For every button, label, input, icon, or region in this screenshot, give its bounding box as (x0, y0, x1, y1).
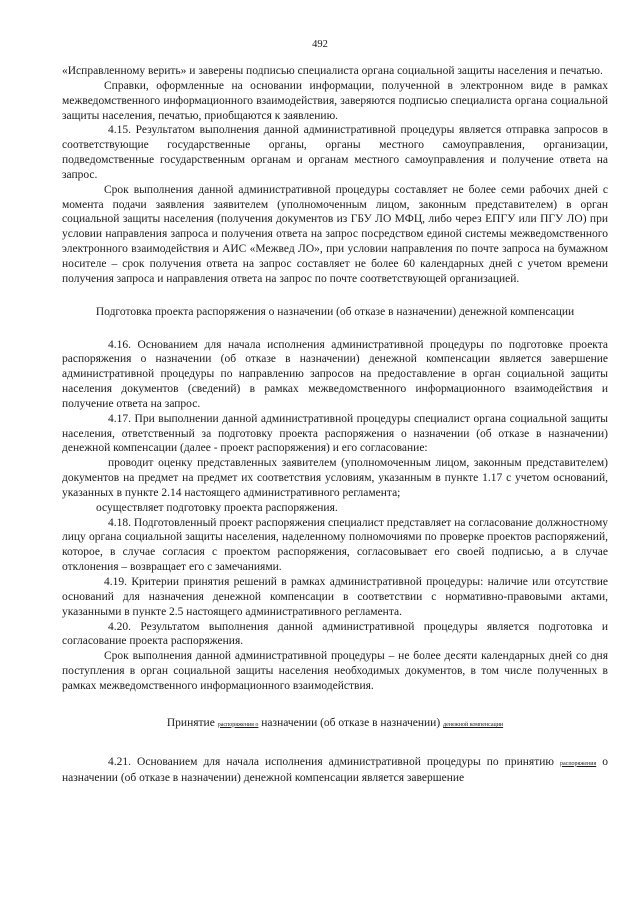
section-heading-preparation: Подготовка проекта распоряжения о назначении (об отказе в назначении) денежной компенсации (95, 305, 575, 318)
paragraph-4-18: 4.18. Подготовленный проект распоряжения специалист представляет на согласование должностному лицу органа социальной защиты населения, наделенному полномочиями по проверке проектов распоряжений, которое, в случае согласия с проектом распоряжения, согласовывает его своей подписью, а в случае отклонения – возвращает его с замечаниями. (62, 516, 608, 574)
heading-text-2: назначении (об отказе в назначении) (258, 716, 444, 729)
paragraph-assessment: проводит оценку представленных заявителем (уполномоченным лицом, законным представителем) документов на предмет на предмет их соответствия условиям, указанным в пункте 1.17 с учетом оснований, указанных в пункте 2.14 настоящего административного регламента; (62, 457, 608, 499)
paragraph-4-21-text-1: 4.21. Основанием для начала исполнения административной процедуры по принятию (108, 755, 560, 768)
paragraph-deadline-2: Срок выполнения данной административной процедуры – не более десяти календарных дней со дня поступления в орган социальной защиты населения необходимых документов, в том числе полученных в рамках межведомственного информационного взаимодействия. (62, 650, 608, 692)
paragraph-2: Справки, оформленные на основании информации, полученной в электронном виде в рамках межведомственного информационного взаимодействия, заверяются подписью специалиста органа социальной защиты населения, печатью, приобщаются к заявлению. (62, 79, 608, 122)
paragraph-4-16: 4.16. Основанием для начала исполнения административной процедуры по подготовке проекта распоряжения о назначении (об отказе в назначении) денежной компенсации является завершение административной процедуры по направлению запросов на предоставление в орган социальной защиты населения документов (сведений) в рамках межведомственного информационного взаимодействия и получение ответа на запрос. (62, 338, 608, 410)
section-heading-adoption (62, 716, 608, 733)
heading-text-1: Принятие (166, 716, 218, 729)
heading-small-text-1: распоряжения о (217, 721, 259, 728)
document-body (62, 64, 608, 786)
paragraph-4-19: 4.19. Критерии принятия решений в рамках административной процедуры: наличие или отсутствие оснований для назначения денежной компенсации в соответствии с нормативно-правовыми актами, указанными в пункте 2.5 настоящего административного регламента. (62, 576, 608, 618)
heading-small-text-2: денежной компенсации (443, 721, 504, 728)
paragraph-4-20: 4.20. Результатом выполнения данной административной процедуры является подготовка и согласование проекта распоряжения. (62, 620, 608, 648)
paragraph-1: «Исправленному верить» и заверены подписью специалиста органа социальной защиты населения и печатью. (62, 65, 603, 77)
paragraph-deadline-1: Срок выполнения данной административной процедуры составляет не более семи рабочих дней с момента подачи заявления заявителем (уполномоченным лицом, законным представителем) в орган социальной защиты населения (получения документов из ГБУ ЛО МФЦ, либо через ЕПГУ или ПГУ ЛО) при условии направления запроса и получения ответа на запрос посредством единой системы межведомственного электронного взаимодействия и АИС «Межвед ЛО», при условии направления по почте запроса на бумажном носителе – срок получения ответа на запрос составляет не более 60 календарных дней с учетом времени получения запроса и направления ответа на запрос по почте соответствующей организацией. (62, 183, 608, 285)
paragraph-4-21-text-2: о назначении (об отказе в назначении) денежной компенсации является завершение (62, 755, 608, 785)
paragraph-4-15: 4.15. Результатом выполнения данной административной процедуры является отправка запросов в соответствующие государственные органы, органы местного самоуправления, организации, подведомственные государственным органам и органам местного самоуправления и получение ответа на запрос. (62, 124, 608, 181)
paragraph-4-21-small-text: распоряжения (560, 760, 597, 767)
paragraph-prepares: осуществляет подготовку проекта распоряжения. (96, 501, 338, 514)
paragraph-4-21 (62, 755, 608, 787)
page-number: 492 (312, 39, 328, 50)
paragraph-4-17: 4.17. При выполнении данной административной процедуры специалист органа социальной защиты населения, ответственный за подготовку проекта распоряжения о назначении (об отказе в назначении) денежной компенсации (далее - проект распоряжения) и его согласование: (62, 412, 608, 455)
